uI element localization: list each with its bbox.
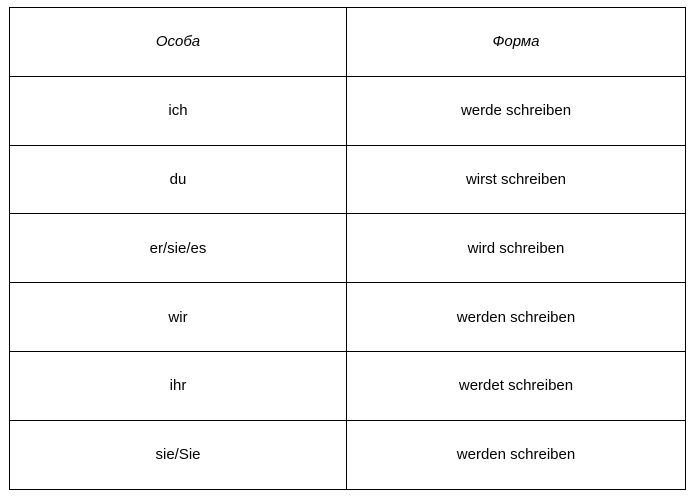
- form-cell: werde schreiben: [347, 76, 686, 145]
- table-row: [10, 283, 686, 352]
- table-row: [10, 420, 686, 489]
- conjugation-table: [9, 7, 686, 490]
- person-cell: du: [10, 145, 347, 214]
- header-row: [10, 8, 686, 77]
- form-cell: werdet schreiben: [347, 351, 686, 420]
- table-row: [10, 214, 686, 283]
- form-cell: wirst schreiben: [347, 145, 686, 214]
- person-cell: ihr: [10, 351, 347, 420]
- table-row: [10, 145, 686, 214]
- table-row: [10, 76, 686, 145]
- header-person: Особа: [10, 8, 347, 77]
- person-cell: er/sie/es: [10, 214, 347, 283]
- header-form: Форма: [347, 8, 686, 77]
- form-cell: wird schreiben: [347, 214, 686, 283]
- person-cell: ich: [10, 76, 347, 145]
- table-row: [10, 351, 686, 420]
- form-cell: werden schreiben: [347, 283, 686, 352]
- person-cell: wir: [10, 283, 347, 352]
- form-cell: werden schreiben: [347, 420, 686, 489]
- person-cell: sie/Sie: [10, 420, 347, 489]
